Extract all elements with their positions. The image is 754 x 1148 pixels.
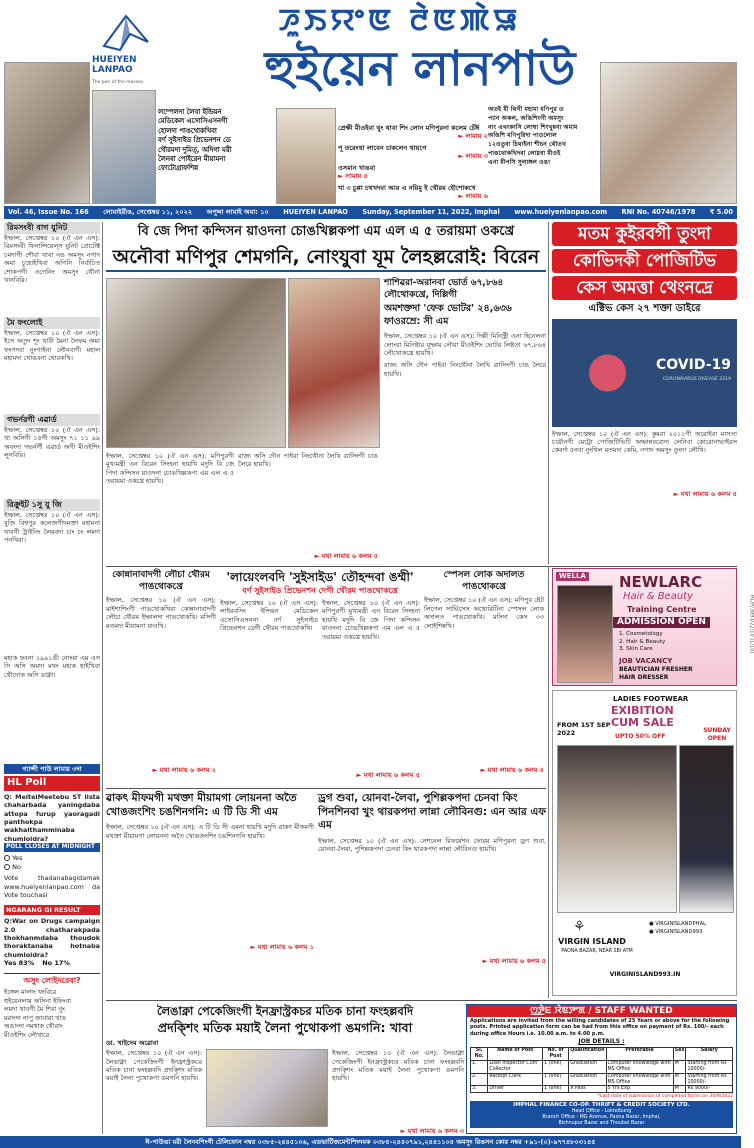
teaser-line: ১২ওতুবা চিথাইনা শীচন থৌতখ xyxy=(488,141,567,149)
salon-name: NEWLARC xyxy=(619,573,703,591)
meitei-title: ꯍꯨꯏꯌꯦꯟ ꯂꯥꯟꯄꯥꯎ xyxy=(278,3,522,38)
teaser-line: হোলদা পাঙথোকখিবা xyxy=(158,126,217,135)
story-headline[interactable]: লৈঙাক্না পেকেজিংগী ইনফ্রাস্ট্রকচর মতিক চানা ফংহল্লবদি xyxy=(156,1004,414,1018)
row2-col3 xyxy=(424,570,544,786)
covid-headline[interactable]: কোভিদকী পোজিটিভ xyxy=(552,249,737,273)
story-continued[interactable]: ► মথা লামায় ৬ কলম ৫ xyxy=(356,771,420,779)
logo-text: HUEIYEN LANPAO xyxy=(92,55,137,75)
radio-icon[interactable] xyxy=(4,864,10,870)
teaser-line: এনা মীপসি সুলাঙ্গল ওঙা xyxy=(488,158,551,166)
store-photo xyxy=(557,745,677,913)
story-continued[interactable]: ► মথা লামায় ৬ কলম ১ xyxy=(250,943,314,952)
page-link[interactable]: লামায় ৩ xyxy=(465,152,488,161)
side-story-body: ইম্ফাল, সেপ্তেম্বর ১০ (ঐ এন এস): দিল্লী মিনিস্ট্রী এনা হিনেলনা লোংবা মিনিষ্টার যূম্ফাম লৌবা মীওইশিং ভোটর লিষ্টতা ৬৭,৮৬৪ লৌথোকখ্রে হায়খি। xyxy=(384,332,546,357)
teaser-line: প্যান অকল, অঙিশিংগী অমসুং xyxy=(488,114,564,122)
salon-sub: Hair & Beauty xyxy=(623,591,694,602)
teaser-mid-item[interactable]: খা ৩ চুপ্পা চথখদবা আর এ নয়িমু ই থৌরম হৌশোকখে ► লামায় ৬ xyxy=(338,184,488,201)
side-story-body-2: রাজ্য অসি দৌন পাইবা নিংথৌনা লৈখি ত্রাসিংগী চাঙ লৈরে হায়খি। xyxy=(384,361,546,378)
story-body: ইম্ফাল, সেপ্তেম্বর ১০ (ঐ এন এস): লৈঙাক্না পেকেজিংগী ইনফ্রাস্ট্রকচর মতিক চানা ফংহল্লবদি প্রদক্শিং মতিক ময়াই লৈনা পুথোকপা ঙমগনি হায়খি। xyxy=(332,1049,464,1083)
company-name: IMPHAL FINANCE CO-OP. THRIFT & CREDIT SOCIETY LTD. xyxy=(513,1102,690,1109)
salon-courses: 1. Cosmetology 2. Hair & Beauty 3. Skin Care xyxy=(619,631,666,653)
teaser-mid-item[interactable]: পূ তরেংথা লাবেন চাকলেন থায়গে ► লামায় ৩ xyxy=(338,144,488,161)
story-headline[interactable]: ৱাকৎ মীফমগী মথক্তা মীয়ামগা লোয়ননা অতৈ খোঙজংশিং চঙশিনগনি: এ টি ডি সী এম xyxy=(106,792,297,818)
teaser-left-list xyxy=(158,108,274,204)
teaser-line: লৈনবা পোইরেন মীয়ামনা xyxy=(158,154,226,163)
staff-wanted-title: ꯁ꯭ꯇꯥꯐ ꯋꯥꯟꯇꯦꯗ / STAFF WANTED xyxy=(467,1005,736,1017)
table-header: Sl. No. Name of Post No. of Post Qualification Preferable Sex Salary xyxy=(471,1047,733,1060)
page-link[interactable]: লামায় ২ xyxy=(465,132,488,141)
teaser-line: নাং এথংকাসি লোম্বা শিংখুন্নবা অমাম xyxy=(488,123,578,131)
result-yes: Yes 83% xyxy=(4,959,35,968)
teaser-photo-left2 xyxy=(92,90,156,204)
page-count: অপুদ্দা লামাই অমা: ১০ xyxy=(206,208,269,216)
poll-results xyxy=(4,959,100,967)
teaser-photo-left xyxy=(4,62,90,204)
model-photo xyxy=(679,745,734,913)
side-story-headline2[interactable]: অমশক্তদা 'ফেক ভোটর' ২৪,৬৩৬ ফাওরম্রে: সী এম xyxy=(384,303,512,327)
virgin-logo-icon: ⚘ xyxy=(573,919,586,935)
branch-office: Branch Office - MG Avenue, Paona Bazar, Imphal, xyxy=(542,1115,661,1121)
english-date: Sunday, September 11, 2022, Imphal xyxy=(362,208,500,216)
local-date: লোমাইরীঙ, সেপ্তেম্বর ১১, ২০২২ xyxy=(103,208,193,216)
left-column xyxy=(4,222,100,760)
website-link[interactable]: www.hueiyenlanpao.com xyxy=(514,208,608,216)
teaser-mid xyxy=(338,124,488,204)
bottom-story-photo xyxy=(206,1049,328,1127)
staff-table xyxy=(470,1047,733,1094)
story-continued[interactable]: ► মথা লামায় ৬ কলম ৪ xyxy=(480,766,544,775)
teaser-line: ফোটোগ্রাফশিন্ন xyxy=(158,164,198,173)
story-body: ইম্ফাল, সেপ্তেম্বর ১০ (ঐ এন এস): মণিপুরগী মুখ্যমন্ত্রী এন বিরেন সিংহনা হায়খি মদুদি বি জে পিদা কন্দিসন য়াওদনা চোঙখিল্লকপা এম এল এ ৫ তরায়মা ওকখ্রে হায়খি। xyxy=(322,599,420,641)
brief-body: মহাক ফবনা ১৯৯১ঙী নোংমা এম এস সি অসি অমদা মথং মহাক হাইখিবা থৌদোক অসি ঙাক্না। xyxy=(4,654,100,679)
virgin-island: VIRGIN ISLAND xyxy=(558,937,626,946)
brief-body: ইম্ফাল, সেপ্তেম্বর ১০ (ঐ এন এস): থা অসিগী ১৫গী অমসুং ৭১ ১১ ৯৯ অবংদা গভর্নর্গী এৱার্ড অগী মীওইশিং লুনবিরি। xyxy=(4,426,100,460)
salon-brand: WELLA xyxy=(556,572,589,581)
main-story-body-2: রাজ্য অসি দৌন পাইবা নিংথৌনা লৈখি ত্রাসিংগী চাঙ লৈরে হায়খি। xyxy=(238,452,378,469)
list-item: লমদা থাবগী মৈ শিবা নুং xyxy=(4,1005,65,1014)
list-item: হুইয়েনলাম অসিনা ইফিংবা xyxy=(4,996,72,1005)
table-row: 3. Driver 1 (one) X Pass 5 Yrs Exp. M Rs 9000/- xyxy=(471,1086,733,1093)
list-item: মরাংদা নাপু জাবারা খাঙ xyxy=(4,1013,67,1022)
story-body: ইম্ফাল, সেপ্তেম্বর ১০ (ঐ এস এস): লাইরবসিং ইন্দিয়ন মেডিকেল এসোসিএসননা বর্ণ সুইসাইড প্রিভেনশন ডেগী থৌরম পাঙথোকখি। xyxy=(220,599,318,633)
story-body: ইম্ফাল, সেপ্তেম্বর ১০ (ঐ এন এস): এ টি ডি সী এমনা হায়খি মদুদি ৱাকৎ মীফমগী মথক্তা মীয়ামগা লোয়ননা অতৈ খোঙজংশিং চঙশিনগনি হায়খি। xyxy=(106,823,314,840)
story-body: ইম্ফাল, সেপ্তেম্বর ১০ (ঐ এন এস): মণিপুর ষ্টেট লিগেল সার্ভিসেস অথোরিটিনা স্পেসল লোক অদালত পাঙথোকখি। মসিদা কেস ৩৩ লোইশিন্নখি। xyxy=(424,596,544,630)
main-story-photo xyxy=(106,278,286,448)
teaser-line: লম্পেলদা লৈবা ইন্ডিয়ন xyxy=(158,108,222,116)
social-item[interactable]: ● VIRGINISLAND993 xyxy=(649,928,703,935)
teaser-line: পাঙথোকখিদবা লোম্নবা মীওই xyxy=(488,149,561,157)
teaser-line: মেডিকেল এসোসিএসনগী xyxy=(158,117,228,126)
page-link[interactable]: লামায় ৪ xyxy=(345,172,368,181)
row3-left xyxy=(106,792,314,998)
logo xyxy=(100,12,152,54)
brief-head: রিমসংবী বাগ যুনিট xyxy=(4,222,100,234)
brief-body: ইম্ফাল, সেপ্তেম্বর ১০ (ঐ এন এস): ইসে অতুদ শূং থাবী মৈনা লৈফম অমা ফংগদবা নুংগাইনা লৌনবাগী মহাল মহামদা থোঙবনা থোরকখি। xyxy=(4,329,100,363)
story-body: ইম্ফাল, সেপ্তেম্বর ১০ (ঐ এন এস): নেশনেল রিফর্মেশন ফোরম মণিপুরনা ড্রগ শুবা, য়োনবা-লৈবা, পুশিল্লকপদা চেনবা কিং থারকপদা লান্না লৌবিনগু হায়খি। xyxy=(318,836,546,854)
virgin-address: PAONA BAZAR, NEAR SBI ATM xyxy=(561,949,633,954)
salon-model-photo xyxy=(557,585,613,683)
teaser-mid-item[interactable]: ওসমান খাঙবা ► লামায় ৪ xyxy=(338,164,376,181)
salon-admission: ADMISSION OPEN xyxy=(613,617,710,628)
virgin-social xyxy=(649,921,706,937)
story-headline[interactable]: স্পেসল লোক অদালত পাঙথোকখ্রে xyxy=(443,570,525,592)
volume-info: Vol. 46, Issue No. 166 xyxy=(8,208,89,216)
main-story-continued[interactable]: ► মথা লামায় ৬ কলম ৫ xyxy=(314,552,378,560)
poll-close-label: POLL CLOSES AT MIDNIGHT xyxy=(4,843,100,852)
list-item: মীওইশিং লৌখারে xyxy=(4,1030,50,1039)
row2-col1 xyxy=(106,570,216,786)
poll-option-yes[interactable]: Yes xyxy=(4,854,100,862)
main-story-strap: বি জে পিদা কন্দিসন য়াওদনা চোঙখিল্লকপা এম এল এ ৫ তরায়মা ওকখ্রে xyxy=(137,224,515,239)
side-story-headline[interactable]: শাশিৱরা-অরানবা ভোর্ত ৬৭,৮৬৪ লৌথোকখ্রে, দিল্লিগী xyxy=(384,278,504,300)
covid-box xyxy=(552,222,737,564)
covid-image-label: COVID-19 xyxy=(655,356,731,373)
poll-box xyxy=(4,764,100,1134)
covid-continued[interactable]: ► মথা লামায় ৬ কলম ৫ xyxy=(673,489,737,498)
box-list xyxy=(4,988,100,1039)
poll-option-no[interactable]: No xyxy=(4,863,100,871)
story-headline[interactable]: ড্রগ শুবা, য়োনবা-লৈবা, পুশিল্লকপদা চেনবা কিং পিনশিনবা খুং থারকপদা লান্না লৌবিনগু: এন আর এফ এম xyxy=(318,792,546,832)
discount: UPTO 50% OFF xyxy=(615,733,666,740)
teaser-photo-mid xyxy=(276,108,336,204)
bottom-story xyxy=(106,1004,464,1134)
teaser-line: বর্ণ সুইসাইড প্রিভেনশন ডে xyxy=(158,136,231,145)
footer-bar: ঈ-পাউঙা মরী লৈনবশিংগী টেলিফোন নম্বর ০৩৮৫-২৪৪৫১০৬, এডভার্টিজমেন্টশিংদমক ০৩৮৫-২৪৪০৭৯১,২৪৪১১০৪ অমসুং রিঙসন কোর নম্বর +৯১-(০)-৯৭৭৪৮০৩১৪৫ xyxy=(0,1136,741,1148)
poll-title: HL Poll xyxy=(4,776,100,791)
teaser-line: থৌরমদা দুমিত্, অদিগা মরী xyxy=(158,145,232,154)
table-row: 1. Loan Inspector Cum Collector 1 (one) Graduation Computer knowledge with MS Office M Starting from Rs 10000/- xyxy=(471,1060,733,1073)
main-story-headline[interactable]: অনৌবা মণিপুর শেমগনি, নোংযুবা যূম লৈহল্লরোই: বিরেন xyxy=(106,242,546,272)
page-link[interactable]: লামায় ৬ xyxy=(465,192,488,201)
story-headline[interactable]: 'লায়েংলবদি 'সুইসাইড' তৌহন্দবা ঙম্মী' xyxy=(226,570,414,584)
teaser-right-list xyxy=(488,106,598,204)
staff-wanted-ad[interactable] xyxy=(466,1004,737,1134)
result-no: No 17% xyxy=(42,959,70,968)
list-item: ইঙ্গেল মালাং খংবিরে xyxy=(4,988,57,997)
bengali-title: হুইয়েন লানপাউ xyxy=(264,41,576,97)
list-item: অঙাংদা নমথাক থৌরাং xyxy=(4,1022,63,1031)
covid-sub: এক্টিভ কেস ২৭ শক্তা ডাইরে xyxy=(588,303,701,314)
exhibition-title: EXIBITION CUM SALE xyxy=(611,704,674,730)
byline: ডা. খাইদেম অৱোবা xyxy=(106,1039,159,1047)
brief-body: ইম্ফাল, সেপ্তেম্বর ১০ (ঐ এন এস): যুজি বিশ্বপুর কলেজগীদমক্তা মহামনা থাবগী ট্রাইনিং লৈরবদা চাং চং লমদা পনখিবা। xyxy=(4,511,100,545)
side-story xyxy=(384,278,546,564)
row2-col2 xyxy=(220,570,420,786)
salon-job: JOB VACANCY xyxy=(619,657,673,665)
footwear-title: LADIES FOOTWEAR xyxy=(613,695,689,703)
story-subhead: বর্ণ সুইসাইড প্রিভেনশন দেগী থৌরম পাঙথোকখ্রে xyxy=(242,586,398,595)
teaser-photo-right xyxy=(600,62,737,204)
rni-number: RNI No. 40746/1978 xyxy=(621,208,696,216)
logo-tagline: The pen of the masses xyxy=(92,80,144,85)
table-row: 2. Receipt Clerk 1 (one) Graduation Computer knowledge with MS Office M Starting from Rs 10000/- xyxy=(471,1073,733,1086)
story-body: ইম্ফাল, সেপ্তেম্বর ১০ (ঐ এন এস): মাইশাশিংগী পাঙথোকখিবা কোন্নানাবাদগী লৌচা থৌরম ইম্ফালদা পাঙথোকখি। মসিগী মতমদা মীয়ামনা যাওখি। xyxy=(106,596,216,630)
main-story-body-1: ইম্ফাল, সেপ্তেম্বর ১০ (ঐ এন এস): মণিপুরগী মুখ্যমন্ত্রী এন বিরেন সিংহনা হায়খি মদুদি বি জে পিদা কন্দিসন য়াওদনা চোঙখিল্লকপা এম এল এ ৫ তরায়মা ওকখ্রে হায়খি। xyxy=(106,452,234,486)
salon-ad[interactable] xyxy=(552,568,754,686)
social-item[interactable]: ● VIRGINISLANDPHAL xyxy=(649,921,707,927)
brief-body: ইম্ফাল, সেপ্তেম্বর ১০ (ঐ এন এস): রিমসংবী ফিনান্সিয়েল্স যুনিট প্রোটেক্ট চমদাগী শৌবা থাবা নঙ অমসুং নগাদ অমা চুহোইখিবা অগিনি নির্বাচিত শোকপগী ওপেনিং অমসুং থৌনা খানবিরি। xyxy=(4,234,100,285)
box-head: অসুং লোইদরেবা? xyxy=(4,973,100,986)
covid-headline[interactable]: কেস অমত্তা থেংনদ্রে xyxy=(552,276,737,300)
footwear-ad[interactable] xyxy=(552,690,737,996)
crane-logo-icon xyxy=(100,12,152,54)
company-block xyxy=(470,1101,733,1128)
story-headline[interactable]: কোন্নানাবাদগী লৌচা থৌরম পাঙথোকখ্রে xyxy=(112,570,210,592)
story-continued[interactable]: ► মথা লামায় ৬ কলম ৫ xyxy=(482,956,546,965)
branch-office-2: Bishnupur Bazar and Thoubal Bazar xyxy=(558,1121,645,1127)
story-headline[interactable]: প্রদক্শিং মতিক ময়াই লৈনা পুথোকপা ঙমগনি: খাবা xyxy=(157,1020,413,1036)
teaser-line: অঙিশি মণিপুরিদা পাওলোল xyxy=(488,132,557,140)
virgin-website[interactable]: VIRGINISLAND993.IN xyxy=(609,971,681,978)
price: ₹ 5.00 xyxy=(709,208,733,216)
last-date: *Last date of submission of completed forms on 30/9/2022 xyxy=(597,1094,733,1100)
result-question: Q:War on Drugs campaign 2.0 chatharakpada thokhanmdaba thoudok thoraktanaba hotnaba chumloidra? xyxy=(4,917,100,959)
exhibition-date: FROM 1ST SEP 2022 xyxy=(557,721,611,738)
brief-head: মৈ ফংলোই xyxy=(4,317,100,329)
vote-instructions[interactable]: Vote thadanabagidamak www.hueiyenlanpao.com da Vote touchasi xyxy=(4,874,100,900)
radio-icon[interactable] xyxy=(4,855,10,861)
covid-headline[interactable]: মতম কুইরবগী তুংদা xyxy=(552,222,737,246)
covid-image xyxy=(552,319,737,427)
row3-right xyxy=(318,792,546,998)
teaser-mid-item[interactable]: প্রেক্ষী মীওইবা থুং থাবা শিং লোন মণিপুরনা কলেম চেঁঈ ► লামায় ২ xyxy=(338,124,488,141)
teaser-line: অতই মী থিগী মহামা মণিপুর ত xyxy=(488,106,564,113)
dateline-bar xyxy=(4,206,737,219)
main-story-photo2 xyxy=(288,278,380,448)
story-body: ইম্ফাল, সেপ্তেম্বর ১০ (ঐ এন এস): লৈঙাক্না পেকেজিংগী ইনফ্রাস্ট্রকচর মতিক চানা ফংহল্লবদি প্রদক্শিং মতিক ময়াই লৈনা পুথোকপা ঙমগনি হায়খি। xyxy=(106,1049,202,1083)
job-details-label: JOB DETAILS : xyxy=(578,1038,625,1046)
salon-jobs: BEAUTICIAN FRESHER HAIR DRESSER xyxy=(619,666,693,681)
brief-head: রিক্রুইট ১সু যু জি xyxy=(4,499,100,511)
ad-code: HL/P/3893/22/10 (1/10) xyxy=(747,594,754,654)
covid-body: ইম্ফাল, সেপ্তেম্বর ১০ (ঐ এন এস): কুমরা ২০১১গী অরোইবা মাসতা চয়ৌনগী ম্যেট্রা পোজিটিভিটি অম্ফান্নবরোদা লেনিবা কোরোনাভাইরস কেবর্দা ৫নবা নুংথিল মতমদা কেমি, নগাদ অমসুং তুংদা লৌখি। xyxy=(552,429,737,455)
story-continued[interactable]: ► মথা লামায় ৬ কলম ২ xyxy=(152,766,216,775)
salon-training: Training Centre xyxy=(627,605,697,614)
paper-name: HUEIYEN LANPAO xyxy=(283,208,348,216)
covid-image-sub: CORONAVIRUS DISEASE 2019 xyxy=(662,376,731,382)
page-link[interactable]: গ্যাপ্সী পাউ লামায় ৩দা xyxy=(4,764,100,774)
story-continued[interactable]: ► মথা লামায় ৬ কলম ৩ xyxy=(400,1127,464,1136)
result-label: NGARANG GI RESULT xyxy=(4,905,100,915)
brief-head: গভর্নরগী এৱার্ড xyxy=(4,414,100,426)
head-office: Head Office - Lokteibung xyxy=(571,1109,632,1115)
staff-intro: Applications are invited from the willing candidates of 25 Years or above for the following posts. Printed application form can be had from this office on payment of Rs. 100/- each during office Hours i.e. 10.00 a.m. to 4.00 p.m. xyxy=(470,1018,730,1037)
sunday-open: SUNDAY OPEN xyxy=(703,727,731,742)
poll-question: Q: MeiteiMeetebu ST lista chaharbada yaningdaba attopa furup yaoragadi panthokpa wakhalthamminaba chumloidra? xyxy=(4,792,100,843)
